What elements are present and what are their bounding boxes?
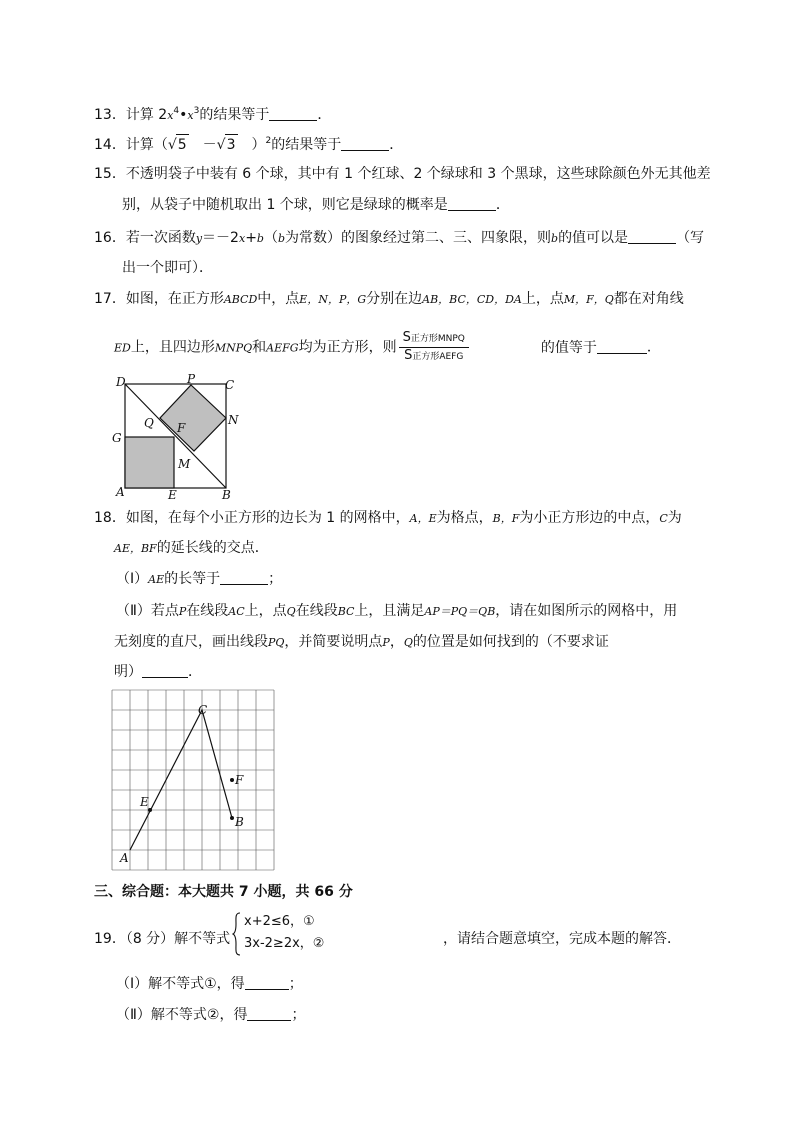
- question-18-line5: [114, 662, 202, 682]
- q18-text: ，并简要说明点: [284, 634, 383, 650]
- q17-text: 分别在边: [366, 291, 423, 307]
- label-c: C: [225, 378, 235, 392]
- q19-part1-text: （Ⅰ）解不等式①，得: [116, 976, 245, 992]
- label-a: A: [120, 851, 129, 865]
- q14-text: 计算（: [125, 137, 168, 153]
- var-b: b: [277, 232, 286, 245]
- var-x: x: [187, 109, 194, 122]
- question-13: [94, 101, 331, 126]
- label-f: F: [177, 421, 186, 435]
- q17-text: 如图，在正方形: [125, 291, 224, 307]
- point-name: C: [659, 512, 668, 525]
- answer-blank[interactable]: [245, 975, 289, 990]
- var-y: y: [195, 232, 203, 245]
- q18-grid-figure: [108, 688, 278, 874]
- answer-blank[interactable]: [628, 229, 676, 244]
- question-18: [94, 508, 682, 529]
- area-subscript: 正方形AEFG: [412, 352, 464, 362]
- point-names: A，E: [409, 512, 437, 525]
- label-b: B: [235, 815, 244, 829]
- dot-operator: •: [179, 107, 188, 123]
- point-b: [230, 816, 234, 820]
- question-15: [94, 164, 711, 184]
- question-number: 15．: [94, 166, 126, 182]
- label-e: E: [168, 488, 177, 502]
- point-name: P: [178, 605, 187, 618]
- q17-text: 均为正方形，则: [298, 339, 397, 356]
- point-f-guide: [230, 778, 234, 782]
- label-q: Q: [144, 416, 154, 430]
- semicolon: ；: [288, 976, 303, 992]
- area-symbol: S: [404, 348, 413, 363]
- section-title-text: 三、综合题：本大题共 7 小题，共 66 分: [94, 884, 353, 900]
- q19-part2-text: （Ⅱ）解不等式②，得: [116, 1007, 248, 1023]
- q14-text: 的结果等于: [271, 137, 342, 153]
- area-symbol: S: [402, 330, 411, 345]
- q13-text: 的结果等于: [199, 107, 270, 123]
- square-name: MNPQ: [214, 341, 253, 355]
- q17-figure: [110, 372, 250, 502]
- q18-text: 的延长线的交点．: [156, 540, 269, 556]
- square-name: ABCD: [223, 293, 258, 306]
- exponent: 2: [265, 136, 272, 146]
- fraction-numerator: [399, 330, 469, 348]
- q16-text: 为常数）的图象经过第二、三、四象限，则: [285, 230, 552, 246]
- point-names: B，F: [492, 512, 520, 525]
- q17-text: 中，点: [257, 291, 300, 307]
- answer-blank[interactable]: [269, 106, 317, 121]
- var-x: x: [238, 232, 246, 245]
- question-number: 19．: [94, 931, 126, 947]
- radicand: 3: [225, 134, 238, 155]
- q18-text: 明）: [114, 664, 142, 680]
- question-19: [94, 929, 230, 949]
- equals: ＝－2: [202, 230, 239, 246]
- q18-text: ，请在如图所示的网格中，用: [495, 603, 678, 619]
- q16-line2: 出一个即可）．: [122, 260, 213, 276]
- question-16: [94, 228, 704, 249]
- var-b: b: [551, 232, 559, 245]
- label-p: P: [187, 372, 196, 386]
- point-name: P: [382, 636, 390, 649]
- exponent: 4: [173, 106, 180, 116]
- period: ．: [389, 137, 404, 153]
- exponent: 3: [193, 106, 200, 116]
- segment-name: AE: [148, 573, 165, 586]
- segment-name: PQ: [268, 636, 285, 649]
- q18-text: 为: [667, 510, 682, 526]
- segment-name: BC: [337, 605, 355, 618]
- part-label: （Ⅱ）若点: [116, 603, 179, 619]
- question-17-line2: [114, 330, 661, 366]
- question-number: 18．: [94, 510, 126, 526]
- question-number: 17．: [94, 291, 126, 307]
- area-ratio-fraction: [399, 330, 469, 365]
- segment-name: ED: [114, 341, 131, 355]
- question-19-part1: [116, 974, 303, 994]
- plus-sign: +: [245, 230, 257, 246]
- var-x: x: [167, 109, 174, 122]
- question-18-line4: [114, 632, 609, 653]
- sqrt-5: √5: [168, 137, 189, 153]
- label-a: A: [116, 485, 125, 499]
- question-14: [94, 131, 403, 155]
- q18-text: 上，且满足: [354, 603, 425, 619]
- question-number: 14．: [94, 137, 126, 153]
- brace-icon: [232, 912, 242, 956]
- q18-text: 在线段: [186, 603, 229, 619]
- period: ．: [646, 339, 661, 356]
- square-name: AEFG: [266, 341, 299, 355]
- answer-blank[interactable]: [220, 570, 268, 585]
- edge-names: AB，BC，CD，DA: [422, 293, 522, 306]
- close-paren: ）: [251, 137, 266, 153]
- comma: ，: [389, 634, 404, 650]
- point-name: Q: [286, 605, 296, 618]
- grid: [112, 690, 274, 870]
- var-b: b: [256, 232, 264, 245]
- open-paren: （: [263, 230, 278, 246]
- question-18-part2: [116, 601, 677, 622]
- question-16-line2: [122, 258, 213, 278]
- q19-text: （8 分）解不等式: [125, 931, 231, 947]
- question-18-line2: [114, 538, 269, 559]
- segment-names: AE，BF: [114, 542, 157, 555]
- question-number: 16．: [94, 230, 126, 246]
- question-number: 13．: [94, 107, 126, 123]
- q17-text: 的值等于: [540, 339, 597, 356]
- question-19-part2: [116, 1005, 305, 1025]
- sqrt-3: √3: [217, 137, 238, 153]
- point-names: E，N，P，G: [299, 293, 367, 306]
- q18-text: 无刻度的直尺，画出线段: [114, 634, 268, 650]
- square-aefg: [125, 437, 174, 488]
- part-label: （Ⅰ）: [116, 571, 149, 587]
- semicolon: ；: [268, 571, 283, 587]
- label-m: M: [178, 457, 191, 471]
- point-names: M，F，Q: [563, 293, 614, 306]
- period: ．: [188, 664, 202, 680]
- semicolon: ；: [291, 1007, 306, 1023]
- area-subscript: 正方形MNPQ: [410, 334, 465, 344]
- answer-blank[interactable]: [448, 196, 496, 211]
- label-d: D: [116, 375, 126, 389]
- label-f: F: [235, 773, 244, 787]
- section-3-title: [94, 882, 353, 902]
- label-c: C: [198, 703, 208, 717]
- question-17: [94, 289, 684, 310]
- q18-text: 为格点，: [436, 510, 493, 526]
- fraction-denominator: [399, 348, 469, 365]
- q17-text: 上，点: [521, 291, 564, 307]
- q18-text: 为小正方形边的中点，: [519, 510, 660, 526]
- label-n: N: [228, 413, 239, 427]
- q16-text: （写: [676, 230, 705, 246]
- q18-text: 的位置是如何找到的（不要求证: [412, 634, 609, 650]
- question-19-tail: [443, 929, 681, 949]
- period: ．: [317, 107, 332, 123]
- condition: AP＝PQ＝QB: [424, 605, 496, 618]
- question-15-line2: [122, 195, 510, 215]
- q18-text: 在线段: [295, 603, 338, 619]
- q16-text: 的值可以是: [558, 230, 629, 246]
- minus-sign: －: [202, 137, 217, 153]
- segment-name: AC: [228, 605, 245, 618]
- q16-text: 若一次函数: [125, 230, 196, 246]
- label-g: G: [112, 431, 122, 445]
- answer-blank[interactable]: [247, 1006, 291, 1021]
- q19-text: ，请结合题意填空，完成本题的解答．: [443, 931, 681, 947]
- answer-blank[interactable]: [597, 339, 647, 354]
- q15-line2: 别，从袋子中随机取出 1 个球，则它是绿球的概率是: [122, 197, 448, 213]
- point-name: Q: [403, 636, 413, 649]
- inequality-2: 3x-2≥2x，②: [244, 936, 325, 951]
- question-18-part1: [116, 569, 282, 590]
- radicand: 5: [176, 134, 189, 155]
- answer-blank[interactable]: [341, 136, 389, 151]
- label-b: B: [222, 488, 231, 502]
- q18-text: 如图，在每个小正方形的边长为 1 的网格中，: [125, 510, 410, 526]
- label-e: E: [140, 795, 149, 809]
- period: ．: [495, 197, 510, 213]
- q18-text: 上，点: [244, 603, 287, 619]
- q17-text: 上，且四边形: [130, 339, 215, 356]
- inequality-1: x+2≤6，①: [244, 914, 315, 929]
- q18-text: 的长等于: [164, 571, 221, 587]
- q17-text: 和: [252, 339, 267, 356]
- answer-blank[interactable]: [142, 663, 188, 678]
- lines-ac-cb: [130, 710, 232, 850]
- q17-text: 都在对角线: [613, 291, 684, 307]
- q15-line1: 不透明袋子中装有 6 个球，其中有 1 个红球、2 个绿球和 3 个黑球，这些球除颜色外无其他差: [125, 166, 711, 182]
- q13-text: 计算 2: [125, 107, 168, 123]
